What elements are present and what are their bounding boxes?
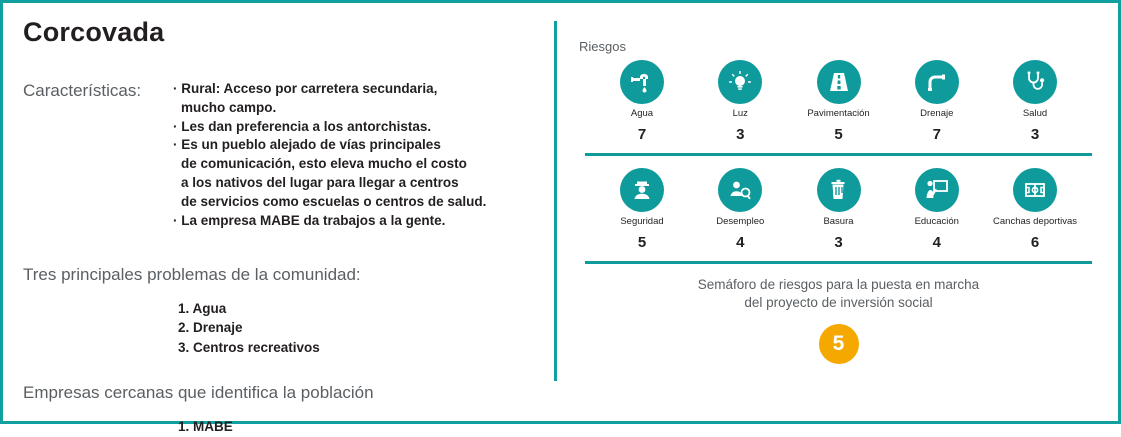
right-panel: [563, 3, 1118, 421]
risk-value: 3: [834, 234, 843, 251]
list-item: · Rural: Acceso por carretera secundaria,: [173, 81, 438, 96]
risk-caption: Agua: [630, 108, 654, 119]
lightbulb-icon: [718, 60, 762, 104]
unemployment-icon: [718, 168, 762, 212]
risk-item-agua: [599, 60, 685, 143]
left-panel: [3, 3, 551, 435]
risk-item-luz: [697, 60, 783, 143]
problems-heading: Tres principales problemas de la comunidad:: [23, 264, 361, 284]
risk-value: 7: [932, 126, 941, 143]
divider-row-1: [585, 153, 1092, 156]
risk-row-1: [571, 60, 1106, 143]
riesgos-label: Riesgos: [579, 39, 626, 54]
semaforo-line-1: Semáforo de riesgos para la puesta en marcha: [697, 277, 980, 292]
police-icon: [620, 168, 664, 212]
list-item: mucho campo.: [181, 99, 277, 115]
companies-heading: Empresas cercanas que identifica la población: [23, 383, 374, 403]
list-item: a los nativos del lugar para llegar a centros: [181, 175, 459, 191]
list-item: de servicios como escuelas o centros de salud.: [181, 193, 487, 209]
list-item: · La empresa MABE da trabajos a la gente.: [173, 212, 446, 228]
risk-item-drenaje: [894, 60, 980, 143]
sports-court-icon: [1013, 168, 1057, 212]
risk-value: 4: [736, 234, 745, 251]
risk-caption: Educación: [914, 216, 959, 227]
stethoscope-icon: [1013, 60, 1057, 104]
list-item: · Les dan preferencia a los antorchistas.: [173, 118, 432, 134]
risk-item-salud: [992, 60, 1078, 143]
semaforo-caption: [571, 276, 1106, 312]
pipe-icon: [915, 60, 959, 104]
risk-value: 3: [736, 126, 745, 143]
risk-caption: Seguridad: [620, 216, 664, 227]
risk-item-seguridad: [599, 168, 685, 251]
risk-caption: Drenaje: [920, 108, 954, 119]
semaforo-line-2: del proyecto de inversión social: [744, 295, 933, 311]
list-item: · Es un pueblo alejado de vías principales: [173, 137, 441, 153]
risk-caption: Luz: [732, 108, 748, 119]
problems-list: [23, 299, 537, 358]
risk-caption: Desempleo: [716, 216, 765, 227]
list-item: 1. Agua: [178, 300, 227, 316]
risk-item-basura: [796, 168, 882, 251]
road-icon: [817, 60, 861, 104]
list-item: 2. Drenaje: [178, 320, 243, 336]
education-icon: [915, 168, 959, 212]
risk-value: 5: [637, 234, 647, 251]
vertical-divider: [554, 21, 557, 381]
page-title: Corcovada: [23, 17, 165, 47]
list-item: 3. Centros recreativos: [178, 339, 320, 355]
companies-list: [23, 417, 537, 437]
risk-caption: Salud: [1022, 108, 1048, 119]
risk-value: 3: [1030, 126, 1040, 143]
characteristics-label: Características:: [23, 81, 142, 100]
trash-icon: [817, 168, 861, 212]
risk-value: 6: [1030, 234, 1040, 251]
risk-value: 7: [637, 126, 647, 143]
risk-caption: Basura: [823, 216, 854, 227]
risk-item-canchas: [992, 168, 1078, 251]
risk-item-educacion: [894, 168, 980, 251]
risk-value: 4: [932, 234, 941, 251]
risk-item-pavimentacion: [796, 60, 882, 143]
risk-value: 5: [834, 126, 843, 143]
characteristics-list: [173, 80, 537, 231]
divider-row-2: [585, 261, 1092, 264]
characteristics-section: [23, 80, 537, 231]
faucet-icon: [620, 60, 664, 104]
list-item: de comunicación, esto eleva mucho el costo: [181, 156, 467, 172]
risk-row-2: [571, 168, 1106, 251]
risk-caption: Pavimentación: [807, 108, 870, 119]
status-badge: 5: [819, 324, 859, 364]
risk-caption: Canchas deportivas: [993, 216, 1077, 227]
list-item: 1. MABE: [178, 419, 233, 435]
risk-item-desempleo: [697, 168, 783, 251]
